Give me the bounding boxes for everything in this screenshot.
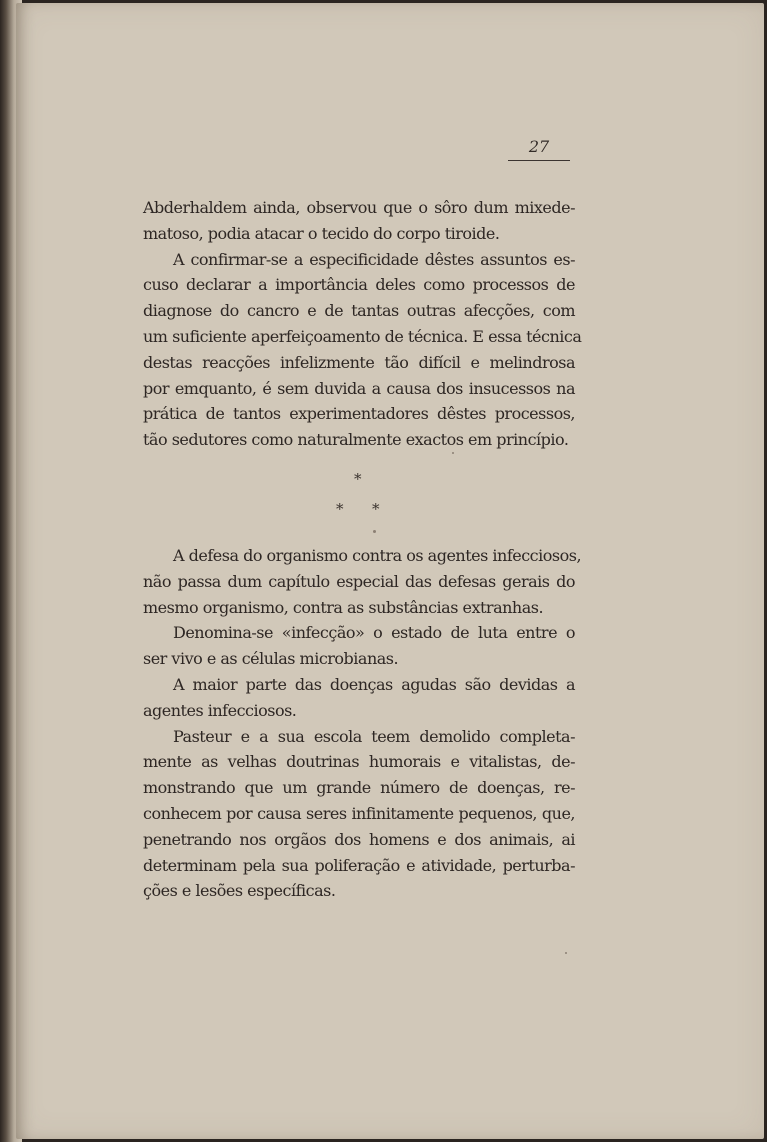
text-line: Denomina-se «infecção» o estado de luta entre o [173,623,575,643]
text-line: matoso, podia atacar o tecido do corpo tiroide. [143,223,500,243]
text-line: determinam pela sua poliferação e atividade, perturba- [143,855,575,875]
text-line: não passa dum capítulo especial das defesas gerais do [143,571,575,591]
text-line: ser vivo e as células microbianas. [143,649,399,669]
text-line: conhecem por causa seres infinitamente pequenos, que, [143,803,575,823]
text-line: mesmo organismo, contra as substâncias extranhas. [143,597,544,617]
text-line: A maior parte das doenças agudas são devidas a [173,674,575,694]
text-line: destas reacções infelizmente tão difícil e melindrosa [143,352,575,372]
paper-speck [452,452,454,454]
paragraph-block-2 [143,543,582,904]
paper-speck [373,530,376,533]
section-asterism [330,470,390,520]
text-line: monstrando que um grande número de doenças, re- [143,778,575,798]
text-line: agentes infecciosos. [143,700,297,720]
text-line: A confirmar-se a especificidade dêstes assuntos es- [173,249,575,269]
text-line: por emquanto, é sem duvida a causa dos insucessos na [143,378,575,398]
text-line: penetrando nos orgãos dos homens e dos animais, ai [143,829,575,849]
text-line: Abderhaldem ainda, observou que o sôro dum mixede- [143,198,575,217]
text-line: mente as velhas doutrinas humorais e vitalistas, de- [143,752,575,772]
text-line: tão sedutores como naturalmente exactos em princípio. [143,430,569,450]
text-line: ções e lesões específicas. [143,881,336,901]
text-line: diagnose do cancro e de tantas outras afecções, com [143,301,575,321]
page-number: 27 [508,138,570,161]
paper-speck [565,952,567,954]
text-line: A defesa do organismo contra os agentes infecciosos, [173,546,582,565]
text-line: Pasteur e a sua escola teem demolido completa- [173,726,575,746]
text-line: prática de tantos experimentadores dêstes processos, [143,404,575,424]
asterism-star-top: * [354,470,362,488]
asterism-star-right: * [372,500,380,518]
asterism-star-left: * [336,500,344,518]
text-line: cuso declarar a importância deles como processos de [143,275,575,295]
paragraph-block-1 [143,195,582,453]
text-line: um suficiente aperfeiçoamento de técnica. E essa técnica [143,326,582,346]
